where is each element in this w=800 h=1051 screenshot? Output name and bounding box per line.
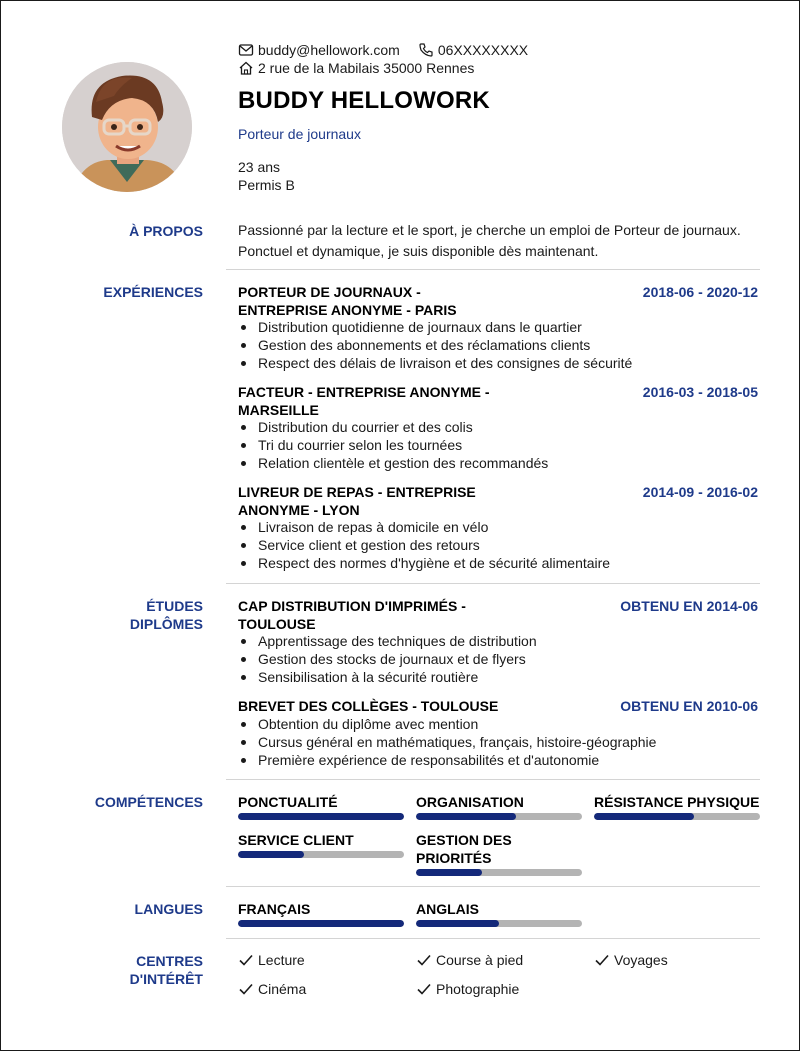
list-item: Première expérience de responsabilités et d'autonomie <box>238 751 760 769</box>
interest-item <box>416 952 523 968</box>
interest-item <box>238 981 306 997</box>
experience-title <box>238 283 457 319</box>
skill-item <box>416 793 582 820</box>
skill-bar <box>594 813 760 820</box>
education-bullets <box>238 632 760 686</box>
divider <box>226 779 760 780</box>
skill-name: SERVICE CLIENT <box>238 832 354 848</box>
interest-item <box>416 981 519 997</box>
skill-bar-fill <box>416 869 482 876</box>
experience-title-line: PORTEUR DE JOURNAUX - <box>238 284 421 300</box>
list-item: Gestion des stocks de journaux et de flyers <box>238 650 760 668</box>
skill-name: RÉSISTANCE PHYSIQUE <box>594 794 760 810</box>
check-icon <box>416 981 432 997</box>
list-item: Apprentissage des techniques de distribution <box>238 632 760 650</box>
section-label-skills: COMPÉTENCES <box>94 794 203 810</box>
section-label-line: ÉTUDES <box>146 598 203 614</box>
list-item: Livraison de repas à domicile en vélo <box>238 518 760 536</box>
skill-bar <box>416 813 582 820</box>
education-date: OBTENU EN 2010-06 <box>620 698 758 714</box>
education-title-line: TOULOUSE <box>238 616 316 632</box>
check-icon <box>238 952 254 968</box>
section-label-languages: LANGUES <box>134 901 203 917</box>
skill-bar <box>416 869 582 876</box>
education-date: OBTENU EN 2014-06 <box>620 598 758 614</box>
education-title-line: BREVET DES COLLÈGES - TOULOUSE <box>238 698 499 714</box>
experience-bullets <box>238 418 760 472</box>
list-item: Relation clientèle et gestion des recommandés <box>238 454 760 472</box>
education-bullets <box>238 715 760 769</box>
language-bar-fill <box>238 920 404 927</box>
divider <box>226 938 760 939</box>
experience-title-line: ANONYME - LYON <box>238 502 360 518</box>
experience-title-line: ENTREPRISE ANONYME - PARIS <box>238 302 457 318</box>
skill-item <box>594 793 760 820</box>
section-label-interests <box>130 952 203 988</box>
avatar-illustration <box>62 62 192 192</box>
list-item: Respect des normes d'hygiène et de sécurité alimentaire <box>238 554 760 572</box>
experience-title <box>238 483 476 519</box>
job-title: Porteur de journaux <box>238 126 361 142</box>
skill-item <box>238 831 404 858</box>
education-title <box>238 697 498 715</box>
list-item: Service client et gestion des retours <box>238 536 760 554</box>
section-label-line: DIPLÔMES <box>129 616 203 632</box>
experience-title <box>238 383 490 419</box>
experience-title-line: FACTEUR - ENTREPRISE ANONYME - <box>238 384 490 400</box>
skill-item <box>416 831 582 876</box>
experience-bullets <box>238 518 760 572</box>
language-item <box>238 900 404 927</box>
divider <box>226 583 760 584</box>
interest-label: Course à pied <box>436 952 524 968</box>
mail-icon <box>238 42 254 58</box>
skill-name: ORGANISATION <box>416 794 524 810</box>
list-item: Cursus général en mathématiques, français, histoire-géographie <box>238 733 760 751</box>
section-label-line: D'INTÉRÊT <box>129 971 203 987</box>
experience-bullets <box>238 318 760 372</box>
address-text: 2 rue de la Mabilais 35000 Rennes <box>258 60 475 76</box>
skill-name <box>416 831 582 867</box>
check-icon <box>416 952 432 968</box>
about-text: Passionné par la lecture et le sport, je cherche un emploi de Porteur de journaux. Ponctuel et dynamique, je suis disponible dès maintenant. <box>238 222 741 259</box>
experience-title-line: LIVREUR DE REPAS - ENTREPRISE <box>238 484 476 500</box>
language-name: ANGLAIS <box>416 901 479 917</box>
list-item: Gestion des abonnements et des réclamations clients <box>238 336 760 354</box>
experience-date: 2018-06 - 2020-12 <box>642 284 758 300</box>
address-row <box>238 60 474 76</box>
language-item <box>416 900 582 927</box>
skill-bar-fill <box>416 813 516 820</box>
language-bar <box>238 920 404 927</box>
education-title-line: CAP DISTRIBUTION D'IMPRIMÉS - <box>238 598 466 614</box>
interest-label: Voyages <box>614 952 668 968</box>
skill-bar <box>238 813 404 820</box>
experience-title-line: MARSEILLE <box>238 402 319 418</box>
divider <box>226 269 760 270</box>
skill-name-line: PRIORITÉS <box>416 850 492 866</box>
skill-bar-fill <box>238 813 404 820</box>
interest-label: Photographie <box>436 981 520 997</box>
interest-item <box>238 952 305 968</box>
email-text: buddy@hellowork.com <box>258 42 400 58</box>
contact-row <box>238 42 528 58</box>
divider <box>226 886 760 887</box>
interest-item <box>594 952 668 968</box>
skill-name: PONCTUALITÉ <box>238 794 338 810</box>
license-text: Permis B <box>238 177 295 193</box>
list-item: Sensibilisation à la sécurité routière <box>238 668 760 686</box>
section-label-line: CENTRES <box>136 953 203 969</box>
profile-photo <box>62 62 192 192</box>
interest-label: Cinéma <box>258 981 307 997</box>
skill-bar-fill <box>594 813 694 820</box>
experience-date: 2016-03 - 2018-05 <box>642 384 758 400</box>
language-bar <box>416 920 582 927</box>
interest-label: Lecture <box>258 952 305 968</box>
section-label-experiences: EXPÉRIENCES <box>103 284 203 300</box>
check-icon <box>594 952 610 968</box>
phone-icon <box>418 42 434 58</box>
skill-name-line: GESTION DES <box>416 832 512 848</box>
education-title <box>238 597 466 633</box>
list-item: Distribution du courrier et des colis <box>238 418 760 436</box>
section-label-about: À PROPOS <box>129 223 203 239</box>
list-item: Tri du courrier selon les tournées <box>238 436 760 454</box>
skill-bar-fill <box>238 851 304 858</box>
home-icon <box>238 60 254 76</box>
list-item: Respect des délais de livraison et des consignes de sécurité <box>238 354 760 372</box>
list-item: Obtention du diplôme avec mention <box>238 715 760 733</box>
experience-date: 2014-09 - 2016-02 <box>642 484 758 500</box>
language-name: FRANÇAIS <box>238 901 311 917</box>
skill-bar <box>238 851 404 858</box>
check-icon <box>238 981 254 997</box>
language-bar-fill <box>416 920 499 927</box>
section-label-education <box>130 597 203 633</box>
phone-text: 06XXXXXXXX <box>437 42 529 58</box>
skill-item <box>238 793 404 820</box>
list-item: Distribution quotidienne de journaux dans le quartier <box>238 318 760 336</box>
age-text: 23 ans <box>238 159 281 175</box>
candidate-name: BUDDY HELLOWORK <box>238 87 490 114</box>
